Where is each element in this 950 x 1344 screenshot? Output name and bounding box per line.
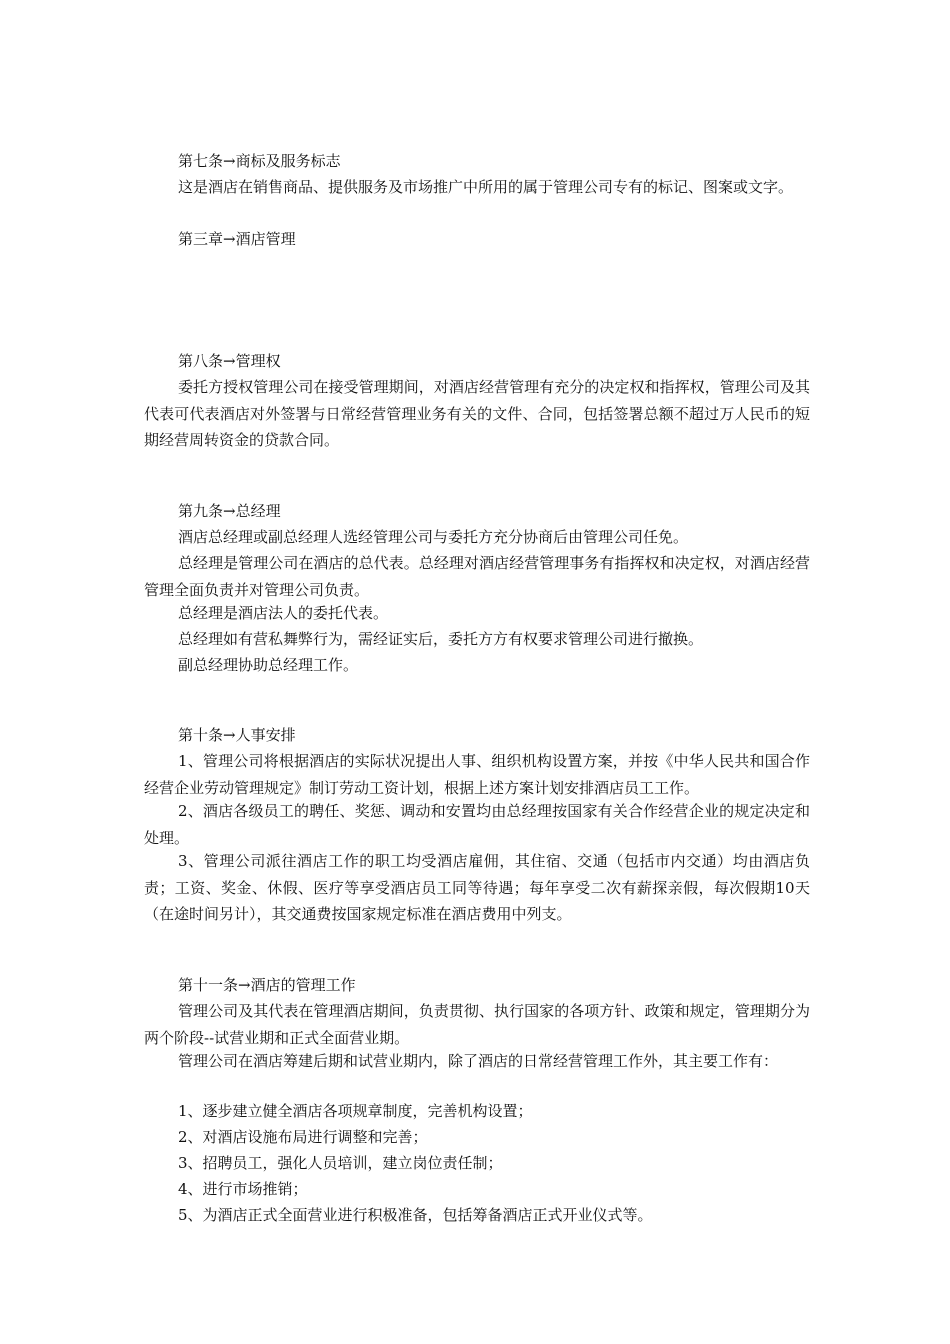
article-9-paragraph-3: 总经理是酒店法人的委托代表。 (178, 604, 389, 622)
article-9-paragraph-4: 总经理如有营私舞弊行为，需经证实后，委托方方有权要求管理公司进行撤换。 (178, 630, 704, 648)
chapter-3-heading: 第三章→酒店管理 (178, 230, 296, 248)
list-item: 4、进行市场推销； (178, 1180, 308, 1198)
article-8-heading: 第八条→管理权 (178, 352, 281, 370)
article-9-paragraph-2: 总经理是管理公司在酒店的总代表。总经理对酒店经营管理事务有指挥权和决定权，对酒店经营管理全面负责并对管理公司负责。 (144, 554, 810, 599)
list-item: 3、招聘员工，强化人员培训，建立岗位责任制； (178, 1154, 503, 1172)
article-10-paragraph-1: 1、管理公司将根据酒店的实际状况提出人事、组织机构设置方案，并按《中华人民共和国合作经营企业劳动管理规定》制订劳动工资计划，根据上述方案计划安排酒店员工工作。 (144, 752, 810, 797)
article-7-heading: 第七条→商标及服务标志 (178, 152, 341, 170)
article-9-heading: 第九条→总经理 (178, 502, 281, 520)
article-11-heading: 第十一条→酒店的管理工作 (178, 976, 356, 994)
article-9-paragraph-5: 副总经理协助总经理工作。 (178, 656, 359, 674)
article-10-paragraph-3: 3、管理公司派往酒店工作的职工均受酒店雇佣，其住宿、交通（包括市内交通）均由酒店负责；工资、奖金、休假、医疗等享受酒店员工同等待遇；每年享受二次有薪探亲假，每次假期10天（在途时间另计），其交通费按国家规定标准在酒店费用中列支。 (144, 852, 810, 923)
article-7-paragraph: 这是酒店在销售商品、提供服务及市场推广中所用的属于管理公司专有的标记、图案或文字。 (178, 178, 794, 196)
list-item: 5、为酒店正式全面营业进行积极准备，包括筹备酒店正式开业仪式等。 (178, 1206, 653, 1224)
article-8-paragraph: 委托方授权管理公司在接受管理期间，对酒店经营管理有充分的决定权和指挥权，管理公司及其代表可代表酒店对外签署与日常经营管理业务有关的文件、合同，包括签署总额不超过万人民币的短期经营周转资金的贷款合同。 (144, 378, 810, 449)
list-item: 1、逐步建立健全酒店各项规章制度，完善机构设置； (178, 1102, 533, 1120)
list-item: 2、对酒店设施布局进行调整和完善； (178, 1128, 428, 1146)
article-11-paragraph-1: 管理公司及其代表在管理酒店期间，负责贯彻、执行国家的各项方针、政策和规定，管理期分为两个阶段--试营业期和正式全面营业期。 (144, 1002, 810, 1047)
article-10-heading: 第十条→人事安排 (178, 726, 296, 744)
article-11-paragraph-2: 管理公司在酒店筹建后期和试营业期内，除了酒店的日常经营管理工作外，其主要工作有： (178, 1052, 779, 1070)
article-10-paragraph-2: 2、酒店各级员工的聘任、奖惩、调动和安置均由总经理按国家有关合作经营企业的规定决定和处理。 (144, 802, 810, 847)
article-9-paragraph-1: 酒店总经理或副总经理人选经管理公司与委托方充分协商后由管理公司任免。 (178, 528, 689, 546)
